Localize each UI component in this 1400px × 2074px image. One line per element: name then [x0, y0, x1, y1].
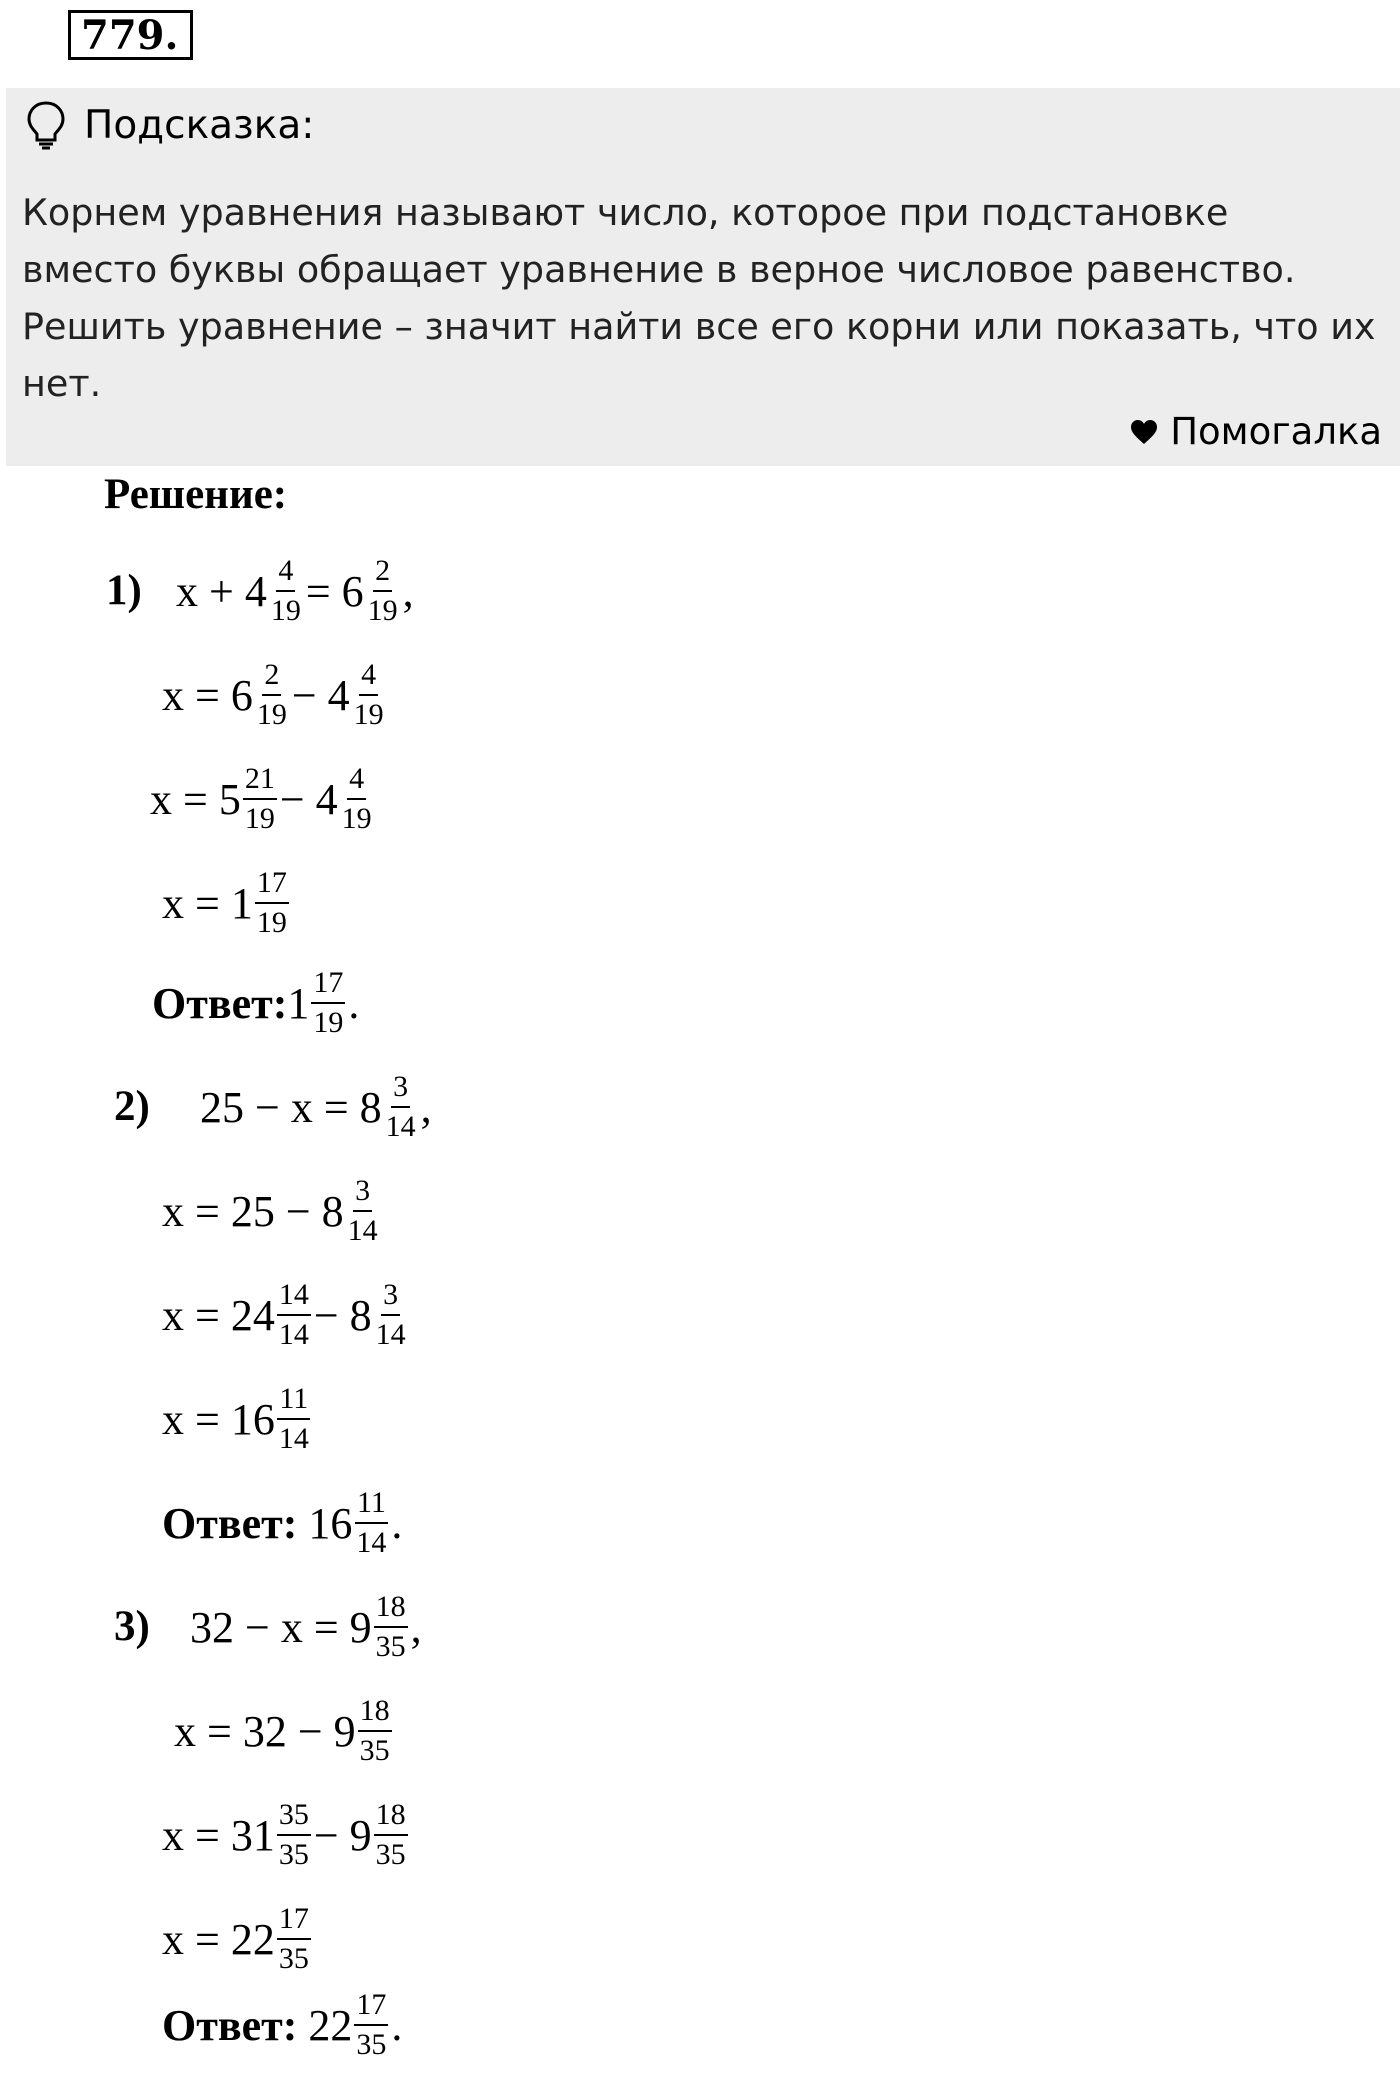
- expr-text: 16: [297, 1498, 353, 1548]
- expr-text: 22: [297, 2000, 353, 2050]
- expr-text: x = 5: [150, 774, 241, 824]
- fraction: $\frac{2}{19}$: [367, 554, 398, 627]
- answer-label: Ответ:: [162, 1498, 298, 1548]
- hint-line: Решить уравнение – значит найти все его корни или показать, что их: [22, 305, 1376, 348]
- fraction: $\frac{18}{35}$: [375, 1798, 406, 1871]
- fraction: $\frac{17}{35}$: [356, 1988, 387, 2061]
- expr-text: = 6: [305, 566, 364, 616]
- equation-line: [162, 1894, 314, 1984]
- expr-text: .: [391, 2000, 403, 2050]
- answer-line: [162, 1980, 402, 2070]
- equation-line: [162, 1166, 383, 1256]
- fraction: $\frac{11}{14}$: [356, 1486, 387, 1559]
- fraction: $\frac{35}{35}$: [278, 1798, 309, 1871]
- expr-text: ,: [402, 566, 414, 616]
- fraction: $\frac{18}{35}$: [359, 1694, 390, 1767]
- equation-line: [162, 650, 389, 740]
- brand-name: Помогалка: [1170, 410, 1382, 453]
- equation-line: [200, 1062, 432, 1152]
- expr-text: − 4: [291, 670, 350, 720]
- expr-text: .: [348, 978, 360, 1028]
- task-number: 779.: [68, 10, 193, 60]
- hint-line: вместо буквы обращает уравнение в верное числовое равенство.: [22, 248, 1296, 291]
- equation-line: [162, 1790, 411, 1880]
- fraction: $\frac{14}{14}$: [278, 1278, 309, 1351]
- heart-icon: [1130, 419, 1158, 445]
- equation-line: [150, 754, 377, 844]
- hint-header: [26, 100, 314, 150]
- expr-text: x = 32 − 9: [174, 1706, 356, 1756]
- expr-text: x = 6: [162, 670, 253, 720]
- lightbulb-icon: [26, 100, 66, 150]
- fraction: $\frac{3}{14}$: [385, 1070, 416, 1143]
- solution-title: Решение:: [104, 471, 288, 518]
- equation-line: [174, 1686, 395, 1776]
- hint-line: нет.: [22, 362, 102, 405]
- hint-text: [22, 184, 1382, 412]
- brand: [1130, 410, 1382, 453]
- fraction: $\frac{17}{35}$: [278, 1902, 309, 1975]
- fraction: $\frac{3}{14}$: [347, 1174, 378, 1247]
- fraction: $\frac{2}{19}$: [256, 658, 287, 731]
- expr-text: ,: [420, 1082, 432, 1132]
- problem-number: 2): [114, 1083, 150, 1130]
- hint-title: Подсказка:: [84, 102, 315, 148]
- problem-number: 3): [114, 1603, 150, 1650]
- expr-text: − 4: [279, 774, 338, 824]
- expr-text: x = 22: [162, 1914, 275, 1964]
- equation-line: [176, 546, 414, 636]
- equation-line: [162, 858, 292, 948]
- fraction: $\frac{17}{19}$: [256, 866, 287, 939]
- answer-label: Ответ:: [162, 2000, 298, 2050]
- hint-box: [6, 88, 1400, 466]
- expr-text: x = 24: [162, 1290, 275, 1340]
- fraction: $\frac{4}{19}$: [270, 554, 301, 627]
- equation-line: [190, 1582, 422, 1672]
- fraction: $\frac{11}{14}$: [278, 1382, 309, 1455]
- expr-text: 1: [287, 978, 310, 1028]
- fraction: $\frac{17}{19}$: [313, 966, 344, 1039]
- answer-line: [152, 958, 359, 1048]
- expr-text: x + 4: [176, 566, 267, 616]
- fraction: $\frac{4}{19}$: [353, 658, 384, 731]
- answer-line: [162, 1478, 402, 1568]
- expr-text: x = 16: [162, 1394, 275, 1444]
- expr-text: x = 25 − 8: [162, 1186, 344, 1236]
- expr-text: ,: [410, 1602, 422, 1652]
- expr-text: − 9: [313, 1810, 372, 1860]
- fraction: $\frac{3}{14}$: [375, 1278, 406, 1351]
- fraction: $\frac{21}{19}$: [244, 762, 275, 835]
- problem-number: 1): [106, 567, 142, 614]
- answer-label: Ответ:: [152, 978, 288, 1028]
- equation-line: [162, 1270, 411, 1360]
- equation-line: [162, 1374, 314, 1464]
- expr-text: x = 31: [162, 1810, 275, 1860]
- expr-text: 32 − x = 9: [190, 1602, 372, 1652]
- expr-text: .: [391, 1498, 403, 1548]
- fraction: $\frac{18}{35}$: [375, 1590, 406, 1663]
- expr-text: 25 − x = 8: [200, 1082, 382, 1132]
- fraction: $\frac{4}{19}$: [341, 762, 372, 835]
- hint-line: Корнем уравнения называют число, которое при подстановке: [22, 191, 1229, 234]
- expr-text: − 8: [313, 1290, 372, 1340]
- expr-text: x = 1: [162, 878, 253, 928]
